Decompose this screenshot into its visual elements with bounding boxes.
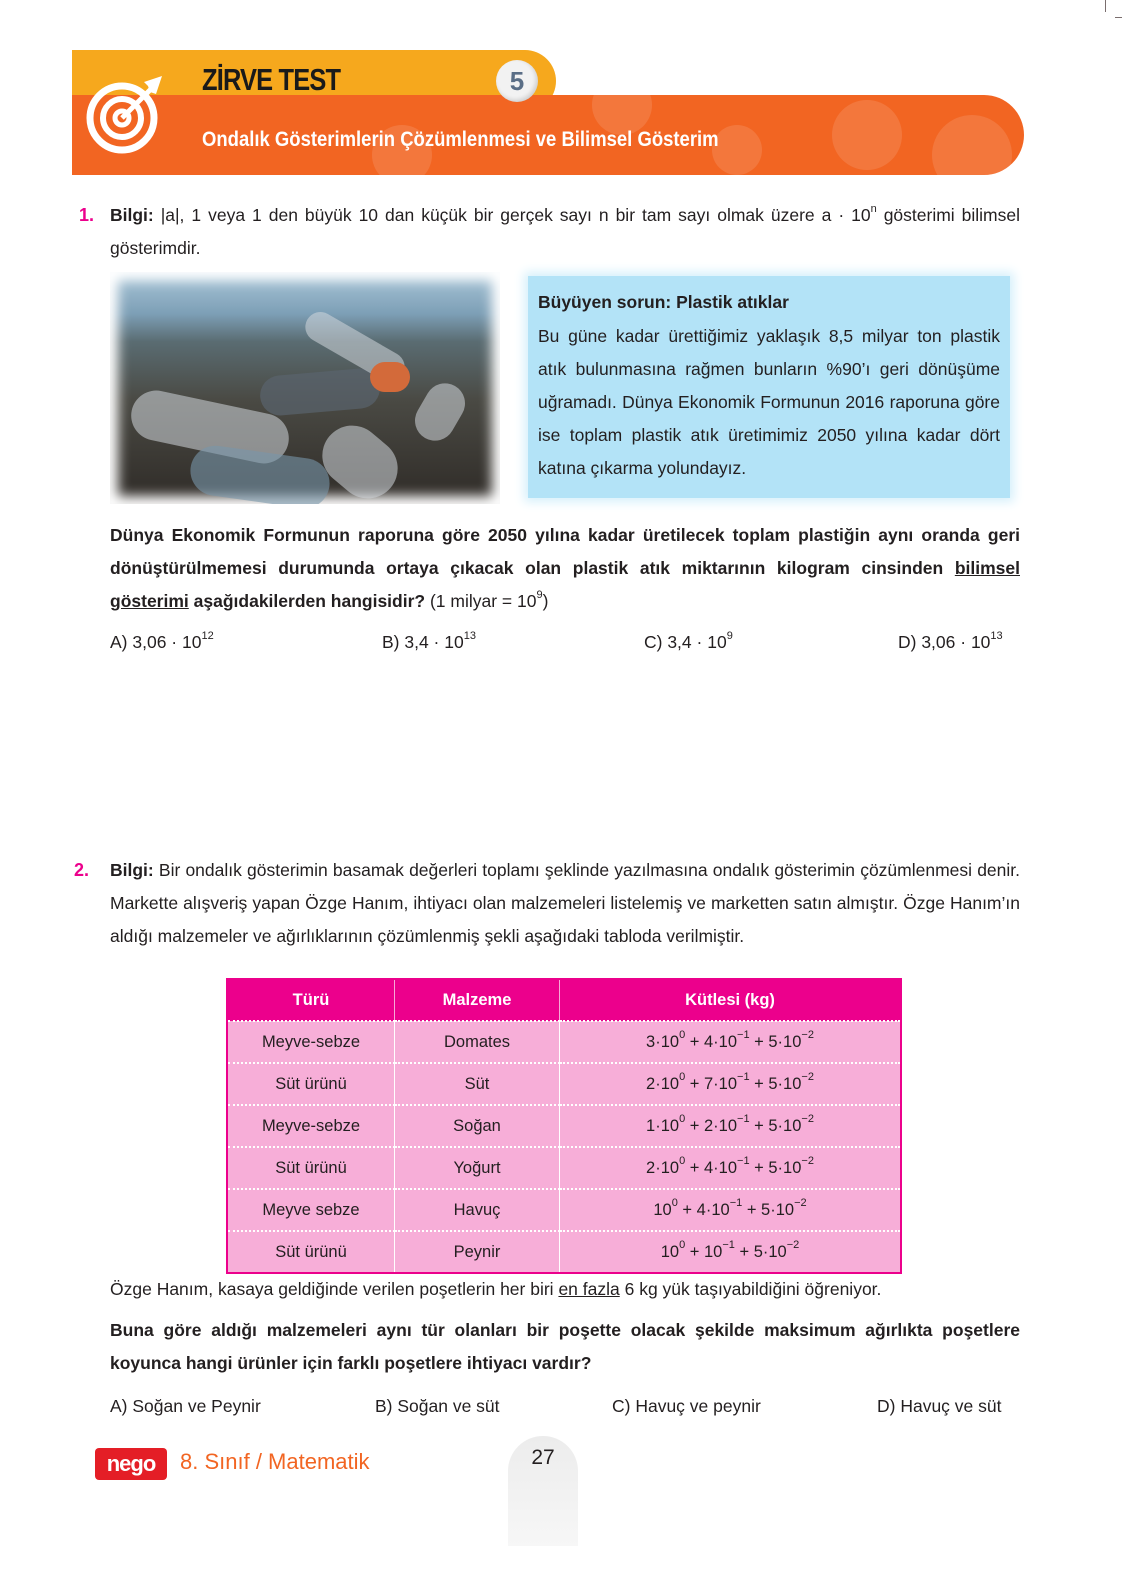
ingredients-table bbox=[226, 978, 902, 1274]
page-number: 27 bbox=[531, 1446, 555, 1469]
cell-item: Peynir bbox=[395, 1231, 560, 1273]
target-arrow-icon bbox=[82, 72, 166, 156]
cell-item: Havuç bbox=[395, 1189, 560, 1231]
publisher-logo: nego bbox=[95, 1448, 167, 1480]
cell-mass: $2\cdot 10^0 + 7\cdot 10^{-1} + 5\cdot 10^{-2}$ bbox=[560, 1063, 902, 1105]
question-2-note: Özge Hanım, kasaya geldiğinde verilen poşetlerin her biri en fazla 6 kg yük taşıyabildiğini öğreniyor. bbox=[110, 1279, 882, 1299]
question-note: (1 milyar = $10^9$) bbox=[425, 589, 549, 611]
cell-item: Soğan bbox=[395, 1105, 560, 1147]
info-label: Bilgi: bbox=[110, 860, 154, 880]
q1-option-a[interactable]: A) $3,06 \cdot 10^{12}$ bbox=[110, 630, 214, 652]
cell-type: Meyve sebze bbox=[227, 1189, 395, 1231]
question-1-info bbox=[110, 199, 1020, 265]
underlined-term: en fazla bbox=[558, 1279, 620, 1299]
table-row bbox=[227, 1189, 901, 1231]
cell-type: Süt ürünü bbox=[227, 1147, 395, 1189]
q2-option-d[interactable]: D) Havuç ve süt bbox=[877, 1396, 1002, 1416]
cell-mass: $10^0 + 10^{-1} + 5\cdot 10^{-2}$ bbox=[560, 1231, 902, 1273]
table-row bbox=[227, 1147, 901, 1189]
crop-mark bbox=[1115, 17, 1122, 18]
table-row bbox=[227, 1021, 901, 1063]
question-2-number: 2. bbox=[74, 860, 90, 880]
underlined-term: bilimsel gösterimi bbox=[110, 558, 1020, 611]
cell-type: Süt ürünü bbox=[227, 1231, 395, 1273]
table-header-row bbox=[227, 979, 901, 1021]
q2-option-a[interactable]: A) Soğan ve Peynir bbox=[110, 1396, 261, 1416]
info-exponent: n bbox=[870, 203, 877, 215]
column-header: Türü bbox=[227, 979, 395, 1021]
q1-option-b[interactable]: B) $3,4 \cdot 10^{13}$ bbox=[382, 630, 476, 652]
test-number-badge: 5 bbox=[496, 60, 538, 102]
info-text: Bir ondalık gösterimin basamak değerleri toplamı şeklinde yazılmasına ondalık gösterimin çözümlenmesi denir. Markette alışveriş yapan Özge Hanım, ihtiyacı olan malzemeleri listelemiş ve marketten satın almıştır. Özge Hanım’ın aldığı malzemeler ve ağırlıklarının çözümlenmiş şekli aşağıdaki tabloda verilmiştir. bbox=[110, 860, 1020, 946]
question-2-text: Buna göre aldığı malzemeleri aynı tür olanları bir poşette olacak şekilde maksimum ağırlıkta poşetlere koyunca hangi ürünler için farklı poşetlere ihtiyacı vardır? bbox=[110, 1320, 1020, 1373]
info-text: |a|, 1 veya 1 den büyük 10 dan küçük bir gerçek sayı n bir tam sayı olmak üzere a · 10 bbox=[153, 205, 871, 225]
info-text-end: gösterimi bilimsel gösterimdir. bbox=[110, 205, 1021, 258]
cell-mass: $2\cdot 10^0 + 4\cdot 10^{-1} + 5\cdot 10^{-2}$ bbox=[560, 1147, 902, 1189]
cell-mass: $3\cdot 10^0 + 4\cdot 10^{-1} + 5\cdot 10^{-2}$ bbox=[560, 1021, 902, 1063]
info-box-text: Bu güne kadar ürettiğimiz yaklaşık 8,5 milyar ton plastik atık bulunmasına rağmen bunların %90’ı geri dönüşüme uğramadı. Dünya Ekonomik Formunun 2016 raporuna göre ise toplam plastik atık üretimimiz 2050 yılına kadar dört katına çıkarma yolundayız. bbox=[538, 326, 1000, 478]
course-label: 8. Sınıf / Matematik bbox=[180, 1449, 370, 1474]
q2-option-b[interactable]: B) Soğan ve süt bbox=[375, 1396, 500, 1416]
q1-option-c[interactable]: C) $3,4 \cdot 10^9$ bbox=[644, 630, 733, 652]
cell-item: Yoğurt bbox=[395, 1147, 560, 1189]
table-row bbox=[227, 1105, 901, 1147]
cell-type: Süt ürünü bbox=[227, 1063, 395, 1105]
info-box-title: Büyüyen sorun: Plastik atıklar bbox=[538, 292, 789, 312]
test-subtitle: Ondalık Gösterimlerin Çözümlenmesi ve Bilimsel Gösterim bbox=[202, 128, 719, 151]
info-label: Bilgi: bbox=[110, 205, 154, 225]
table-row bbox=[227, 1063, 901, 1105]
column-header: Malzeme bbox=[395, 979, 560, 1021]
cell-item: Süt bbox=[395, 1063, 560, 1105]
column-header: Kütlesi (kg) bbox=[560, 979, 902, 1021]
test-title: ZİRVE TEST bbox=[202, 62, 341, 97]
question-2-info bbox=[110, 854, 1020, 953]
cell-mass: $1\cdot 10^0 + 2\cdot 10^{-1} + 5\cdot 10^{-2}$ bbox=[560, 1105, 902, 1147]
question-1-text: Dünya Ekonomik Formunun raporuna göre 2050 yılına kadar üretilecek toplam plastiğin aynı oranda geri dönüştürülmemesi durumunda ortaya çıkacak olan plastik atık miktarının kilogram cinsinden bilimsel gösterimi aşağıdakilerden hangisidir? (1 milyar = $10^9$) bbox=[110, 525, 1020, 611]
cell-type: Meyve-sebze bbox=[227, 1105, 395, 1147]
cell-mass: $10^0 + 4\cdot 10^{-1} + 5\cdot 10^{-2}$ bbox=[560, 1189, 902, 1231]
q1-option-d[interactable]: D) $3,06 \cdot 10^{13}$ bbox=[898, 630, 1003, 652]
crop-mark bbox=[1105, 0, 1106, 12]
cell-type: Meyve-sebze bbox=[227, 1021, 395, 1063]
question-1-number: 1. bbox=[79, 205, 95, 225]
cell-item: Domates bbox=[395, 1021, 560, 1063]
plastic-waste-photo bbox=[110, 272, 500, 504]
table-row bbox=[227, 1231, 901, 1273]
q2-option-c[interactable]: C) Havuç ve peynir bbox=[612, 1396, 761, 1416]
